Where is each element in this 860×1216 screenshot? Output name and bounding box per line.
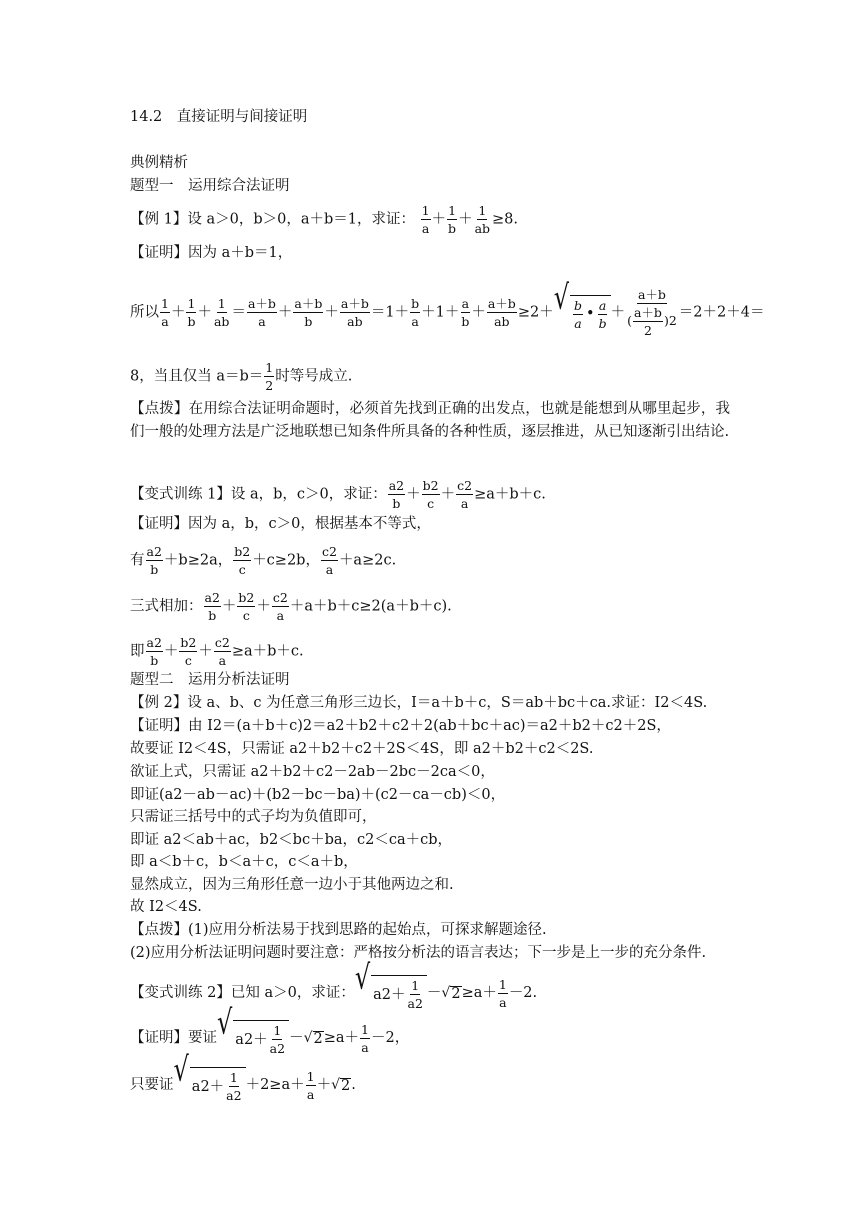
proof-2-line: 即 a＜b＋c，b＜a＋c，c＜a＋b， [130,854,358,870]
fraction-1-over-ab: $\frac{1}{ab}$ [474,203,491,236]
proof-1-label: 【证明】 [130,245,188,261]
proof-2-line: 欲证上式，只需证 a2＋b2＋c2－2ab－2bc－2ca＜0， [130,764,495,780]
proof-variant-2-line2: 只要证 √ a2 ＋ $\frac{1}{a2}$ ＋2≥a＋ $\frac{1}{a}$ ＋ √ 2 . [130,1049,356,1103]
example-2-label: 【例 2】 [130,695,188,711]
proof-1-text: 因为 a＋b＝1， [188,245,293,261]
example-2: 【例 2】设 a、b、c 为任意三角形三边长，I＝a＋b＋c，S＝ab＋bc＋ca.求证：I2＜4S. [130,695,708,711]
fraction-1-over-b: $\frac{1}{b}$ [448,203,457,236]
fraction-half: $\frac{1}{2}$ [265,360,274,393]
proof-variant-1-line3: 三式相加： $\frac{a2}{b}$ ＋ $\frac{b2}{c}$ ＋ $\frac{c2}{a}$ ＋a＋b＋c≥2(a＋b＋c). [130,590,452,623]
fraction-1-over-a: $\frac{1}{a}$ [421,203,430,236]
proof-variant-2-label: 【证明】 [130,1030,188,1046]
example-1-text: 设 a＞0，b＞0，a＋b＝1，求证： [187,211,415,228]
proof-2-line: 显然成立，因为三角形任意一边小于其他两边之和. [130,877,454,893]
eq-fraction: $\frac{1}{b}$ [187,296,196,329]
example-1-tail: ≥8. [492,211,519,228]
eq-fraction: $\frac{1}{a}$ [161,296,169,329]
proof-2-label: 【证明】 [130,718,188,734]
variant-2-label: 【变式训练 2】 [130,985,231,1001]
eq-fraction-nested: a＋b ( $\frac{a+b}{2}$ )2 [627,287,677,338]
tip-2-line1: 【点拨】(1)应用分析法易于找到思路的起始点，可探求解题途径. [130,922,547,938]
eq-fraction: $\frac{a+b}{a}$ [247,296,276,329]
eq-fraction: $\frac{a}{b}$ [461,296,470,329]
proof-variant-1-line4: 即 $\frac{a2}{b}$ ＋ $\frac{b2}{c}$ ＋ $\frac{c2}{a}$ ≥a＋b＋c. [130,635,304,668]
proof-1-intro [130,244,292,262]
tip-1-label: 【点拨】 [130,401,189,417]
proof-2-line: 只需证三括号中的式子均为负值即可， [130,809,377,825]
variant-exercise-1: 【变式训练 1】设 a，b，c＞0，求证： $\frac{a2}{b}$ ＋ $\frac{b2}{c}$ ＋ $\frac{c2}{a}$ ≥a＋b＋c. [130,478,546,511]
proof-variant-1-label: 【证明】 [130,516,188,532]
eq-fraction: $\frac{a+b}{ab}$ [340,296,369,329]
proof-2-line: 故 I2＜4S. [130,899,202,915]
section-title: 14.2 直接证明与间接证明 [130,109,308,125]
example-1: 【例 1】设 a＞0，b＞0，a＋b＝1，求证： $\frac{1}{a}$ ＋ $\frac{1}{b}$ ＋ $\frac{1}{ab}$ ≥8. [130,203,519,236]
tip-1 [130,398,730,444]
topic-synthetic-method: 题型一 运用综合法证明 [130,178,290,194]
tip-2-label: 【点拨】 [130,922,188,938]
eq-fraction: $\frac{a+b}{ab}$ [487,296,516,329]
sqrt-expression: √ a2 ＋ $\frac{1}{a2}$ [355,975,427,1011]
proof-variant-1-intro: 【证明】因为 a，b，c＞0，根据基本不等式， [130,516,431,532]
proof-variant-2-line1: 【证明】要证 √ a2 ＋ $\frac{1}{a2}$ － √ 2 ≥a＋ $\frac{1}{a}$ －2， [130,1002,410,1056]
example-1-label: 【例 1】 [130,211,188,228]
eq-fraction: $\frac{1}{ab}$ [213,296,230,329]
proof-2-line: 即证(a2－ab－ac)＋(b2－bc－ba)＋(c2－ca－cb)＜0， [130,787,506,803]
eq-fraction: $\frac{a+b}{b}$ [294,296,323,329]
eq-fraction: $\frac{b}{a}$ [411,296,420,329]
proof-1-equation: 所以 $\frac{1}{a}$ ＋ $\frac{1}{b}$ ＋ $\frac{1}{ab}$ ＝ $\frac{a+b}{a}$ ＋ $\frac{a+b}{b}$ ＋ $\frac{a+b}{ab}$ ＝1＋ $\frac{b}{a}$ ＋1＋ $\frac{a}{b}$ ＋ $\frac{a+b}{ab}$ ≥2＋ √ $\frac{b}{a}$ • $\frac{a}{b}$ ＋ a＋b ( $\frac{a+b}{2}$ )2 ＝2＋2＋4＝ [130,277,765,338]
proof-2-line: 【证明】由 I2＝(a＋b＋c)2＝a2＋b2＋c2＋2(ab＋bc＋ac)＝a2＋b2＋c2＋2S， [130,718,671,734]
proof-1-continuation: 8，当且仅当 a＝b＝ $\frac{1}{2}$ 时等号成立. [130,360,353,393]
variant-exercise-2: 【变式训练 2】已知 a＞0，求证： √ a2 ＋ $\frac{1}{a2}$ － √ 2 ≥a＋ $\frac{1}{a}$ －2. [130,957,538,1011]
proof-2-line: 故要证 I2＜4S，只需证 a2＋b2＋c2＋2S＜4S，即 a2＋b2＋c2＜2S. [130,741,594,757]
topic-analysis-method: 题型二 运用分析法证明 [130,672,290,688]
tip-2-line2: (2)应用分析法证明问题时要注意：严格按分析法的语言表达；下一步是上一步的充分条件. [130,945,707,961]
tip-1-text: 在用综合法证明命题时，必须首先找到正确的出发点，也就是能想到从哪里起步，我们一般的处理方法是广泛地联想已知条件所具备的各种性质，逐层推进，从已知逐渐引出结论. [130,401,731,440]
proof-2-line: 即证 a2＜ab＋ac，b2＜bc＋ba，c2＜ca＋cb， [130,832,453,848]
heading-examples: 典例精析 [130,155,188,171]
proof-variant-1-line2: 有 $\frac{a2}{b}$ ＋b≥2a， $\frac{b2}{c}$ ＋c≥2b， $\frac{c2}{a}$ ＋a≥2c. [130,544,397,577]
variant-1-label: 【变式训练 1】 [130,486,231,503]
sqrt-b-over-a-times-a-over-b: √ $\frac{b}{a}$ • $\frac{a}{b}$ [554,295,611,331]
